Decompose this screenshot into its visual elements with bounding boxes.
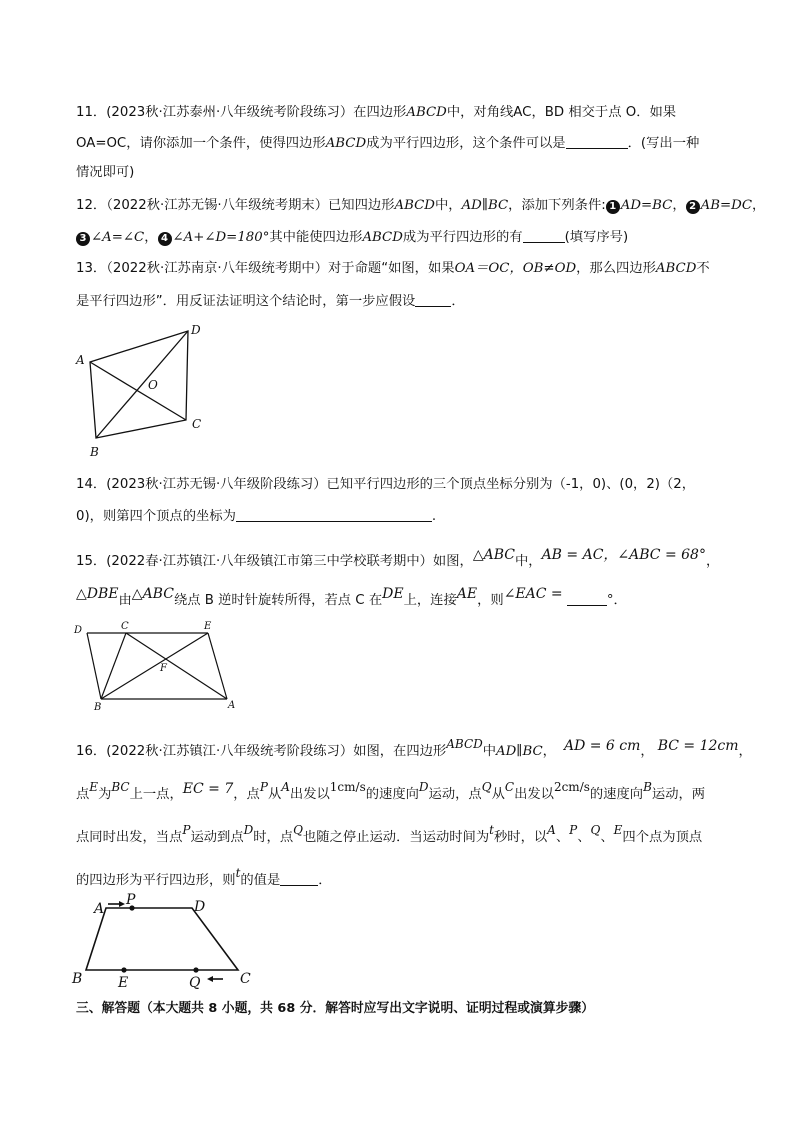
label-o: O	[148, 378, 158, 392]
trapezoid-abcd	[86, 908, 238, 970]
label-f: F	[160, 663, 167, 674]
point-q	[193, 967, 198, 972]
q16-line-2: 点E为BC上一点，EC = 7，点P从A出发以1cm/s的速度向D运动，点Q从C出发以2cm/s的速度向B运动，两	[76, 780, 706, 802]
answer-blank	[415, 292, 451, 307]
circled-number-4: 4	[158, 232, 172, 246]
q16-line-3: 点同时出发，当点P运动到点D时，点Q也随之停止运动．当运动时间为t秒时，以A、P、Q、E四个点为顶点	[76, 823, 703, 845]
label-d: D	[194, 899, 206, 915]
label-a: A	[94, 901, 105, 917]
label-e: E	[204, 621, 212, 632]
q13-line-1: 13．（2022秋·江苏南京·八年级统考期中）对于命题“如图，如果OA＝OC，OB≠OD，那么四边形ABCD不	[76, 261, 710, 276]
q14-line-1: 14．(2023秋·江苏无锡·八年级阶段练习）已知平行四边形的三个顶点坐标分别为（-1，0)、(0，2)（2，	[76, 477, 696, 492]
q13-line-2: 是平行四边形”．用反证法证明这个结论时，第一步应假设 ．	[76, 294, 465, 309]
label-b: B	[94, 702, 102, 711]
label-a: A	[228, 700, 236, 711]
label-q: Q	[189, 975, 201, 990]
q12-line-1: 12．（2022秋·江苏无锡·八年级统考期末）已知四边形ABCD中，AD∥BC，添加下列条件: 1 AD=BC， 2 AB=DC，	[76, 198, 766, 213]
q16-trapezoid-figure	[70, 892, 260, 990]
q16-line-4: 的四边形为平行四边形，则t的值是 ．	[76, 866, 332, 888]
q15-line-2: △DBE由△ABC绕点 B 逆时针旋转所得，若点 C 在DE上，连接AE，则∠EAC = °．	[76, 586, 627, 608]
q14-line-2: 0)，则第四个顶点的坐标为 .	[76, 509, 437, 524]
q15-line-1: 15．(2022春·江苏镇江·八年级镇江市第三中学校联考期中）如图，△ABC中，AB = AC，∠ABC = 68°，	[76, 547, 720, 569]
label-d: D	[74, 625, 83, 636]
q13-quadrilateral-figure	[70, 318, 220, 460]
label-b: B	[90, 445, 99, 459]
q16-line-1: 16．(2022秋·江苏镇江·八年级统考阶段练习）如图，在四边形ABCD中AD∥BC， AD = 6 cm， BC = 12cm，	[76, 737, 752, 759]
label-d: D	[191, 323, 201, 337]
label-c: C	[121, 621, 129, 632]
label-a: A	[76, 353, 85, 367]
quadrilateral-abcd	[90, 331, 188, 438]
label-c: C	[192, 417, 202, 431]
q12-line-2: 3 ∠A=∠C， 4 ∠A+∠D=180°其中能使四边形ABCD成为平行四边形的有 (填写序号)	[76, 228, 628, 247]
label-c: C	[240, 971, 251, 987]
circled-number-1: 1	[606, 200, 620, 214]
answer-blank	[236, 507, 432, 522]
answer-blank	[280, 871, 318, 886]
answer-blank	[523, 228, 565, 243]
q11-line-2: OA=OC，请你添加一个条件，使得四边形ABCD成为平行四边形，这个条件可以是 ．(写出一种	[76, 136, 700, 151]
diagonal-ac	[90, 362, 186, 420]
circled-number-3: 3	[76, 232, 90, 246]
answer-blank	[567, 591, 607, 606]
label-p: P	[126, 892, 136, 908]
q15-rotation-figure	[70, 619, 250, 711]
label-e: E	[118, 975, 129, 990]
q11-line-3: 情况即可)	[76, 165, 135, 180]
label-b: B	[72, 971, 83, 987]
circled-number-2: 2	[686, 200, 700, 214]
q11-line-1: 11．(2023秋·江苏泰州·八年级统考阶段练习）在四边形ABCD中，对角线AC，BD 相交于点 O．如果	[76, 105, 677, 120]
answer-blank	[566, 134, 628, 149]
section-3-heading: 三、解答题（本大题共 8 小题，共 68 分．解答时应写出文字说明、证明过程或演算步骤）	[76, 1001, 595, 1016]
point-e	[121, 967, 126, 972]
